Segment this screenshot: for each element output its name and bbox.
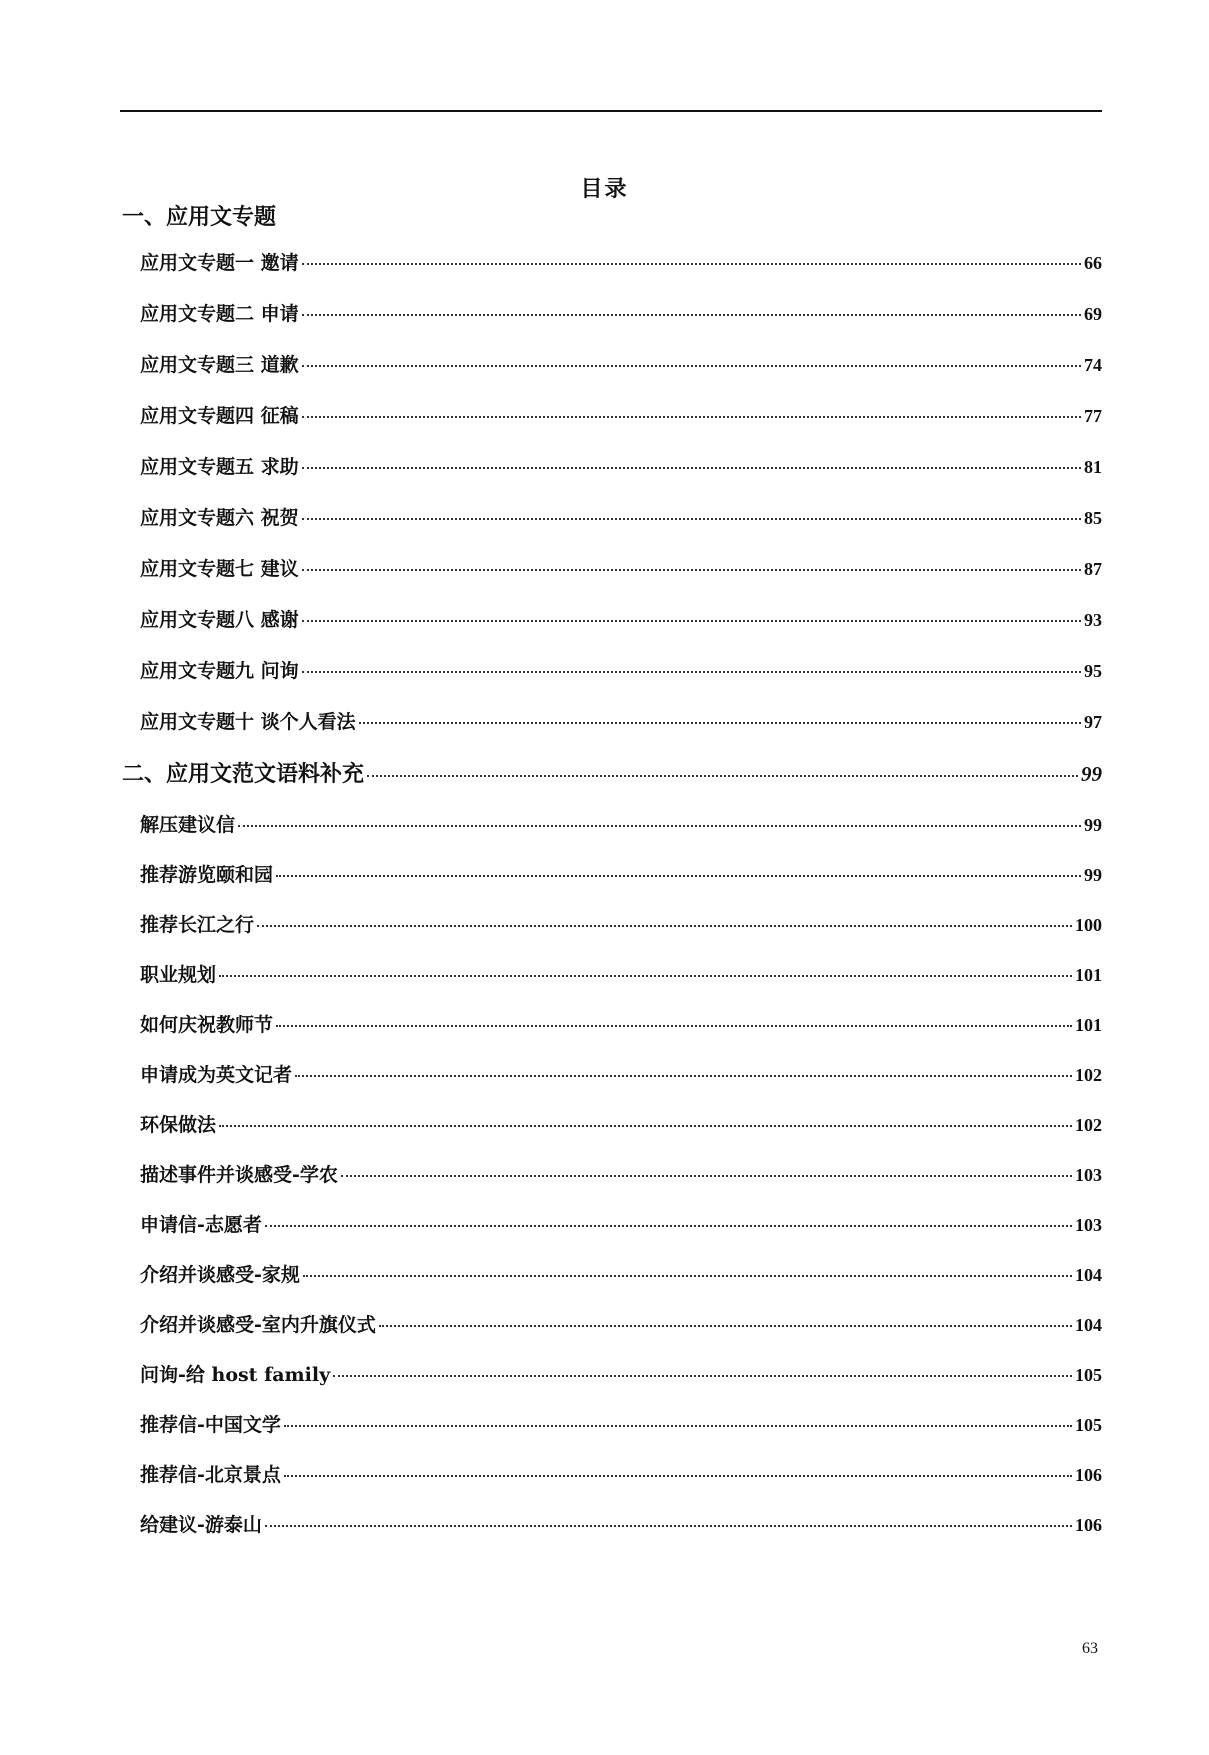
toc-entry-page: 102 <box>1075 1065 1102 1085</box>
toc-entry[interactable] <box>140 1460 1102 1487</box>
dot-leader <box>302 467 1081 469</box>
toc-entry-page: 74 <box>1084 355 1102 375</box>
toc-entry[interactable] <box>140 503 1102 530</box>
toc-entry-page: 100 <box>1075 915 1102 935</box>
page-number: 63 <box>1082 1640 1098 1657</box>
toc-entry[interactable] <box>140 910 1102 937</box>
toc-entry-page: 104 <box>1075 1265 1102 1285</box>
dot-leader <box>265 1225 1072 1227</box>
toc-entry-page: 106 <box>1075 1465 1102 1485</box>
toc-entry-label: 解压建议信 <box>140 814 236 836</box>
toc-entry-page: 103 <box>1075 1215 1102 1235</box>
toc-section-2[interactable] <box>122 757 1102 788</box>
dot-leader <box>295 1075 1072 1077</box>
toc-entry-label: 职业规划 <box>140 964 217 986</box>
toc-entry-label: 如何庆祝教师节 <box>140 1014 274 1036</box>
toc-entry-page: 87 <box>1084 559 1102 579</box>
toc-section-label: 一、应用文专题 <box>122 204 277 230</box>
toc-entry[interactable] <box>140 860 1102 887</box>
toc-entry-page: 103 <box>1075 1165 1102 1185</box>
dot-leader <box>359 722 1081 724</box>
toc-entry-label: 问询-给 host family <box>140 1364 331 1386</box>
toc-entry-label: 介绍并谈感受-室内升旗仪式 <box>140 1314 376 1336</box>
dot-leader <box>265 1525 1072 1527</box>
dot-leader <box>276 875 1081 877</box>
dot-leader <box>379 1325 1072 1327</box>
toc-entry[interactable] <box>140 1310 1102 1337</box>
toc-entry-page: 101 <box>1075 965 1102 985</box>
toc-entry[interactable] <box>140 350 1102 377</box>
toc-entry-label: 应用文专题三 道歉 <box>140 354 299 376</box>
toc-entry[interactable] <box>140 1410 1102 1437</box>
toc-entry-label: 应用文专题八 感谢 <box>140 609 299 631</box>
toc-entry[interactable] <box>140 554 1102 581</box>
toc-entry-label: 应用文专题六 祝贺 <box>140 507 299 529</box>
dot-leader <box>302 671 1081 673</box>
dot-leader <box>284 1475 1072 1477</box>
dot-leader <box>303 1275 1072 1277</box>
toc-entry-page: 101 <box>1075 1015 1102 1035</box>
toc-entry-label: 推荐信-北京景点 <box>140 1464 281 1486</box>
toc-section-label: 二、应用文范文语料补充 <box>122 761 365 787</box>
dot-leader <box>302 314 1081 316</box>
toc-entry-label: 推荐游览颐和园 <box>140 864 274 886</box>
toc-entry-page: 93 <box>1084 610 1102 630</box>
header-rule <box>120 110 1102 112</box>
toc-entry-page: 104 <box>1075 1315 1102 1335</box>
dot-leader <box>302 569 1081 571</box>
toc-entry[interactable] <box>140 960 1102 987</box>
toc-entry[interactable] <box>140 656 1102 683</box>
toc-entry-page: 97 <box>1084 712 1102 732</box>
toc-entry-label: 应用文专题十 谈个人看法 <box>140 711 356 733</box>
toc-section-1[interactable] <box>122 200 276 231</box>
toc-entry-label: 应用文专题九 问询 <box>140 660 299 682</box>
toc-entry[interactable] <box>140 299 1102 326</box>
dot-leader <box>333 1375 1072 1377</box>
toc-entry[interactable] <box>140 810 1102 837</box>
toc-entry[interactable] <box>140 1060 1102 1087</box>
toc-entry-label: 应用文专题二 申请 <box>140 303 299 325</box>
toc-entry-page: 95 <box>1084 661 1102 681</box>
toc-entry[interactable] <box>140 1360 1102 1387</box>
toc-entry-label: 应用文专题五 求助 <box>140 456 299 478</box>
toc-entry-page: 106 <box>1075 1515 1102 1535</box>
dot-leader <box>238 825 1081 827</box>
toc-entry-label: 应用文专题一 邀请 <box>140 252 299 274</box>
toc-entry-label: 应用文专题七 建议 <box>140 558 299 580</box>
toc-entry-page: 69 <box>1084 304 1102 324</box>
toc-entry[interactable] <box>140 1260 1102 1287</box>
toc-entry[interactable] <box>140 452 1102 479</box>
toc-entry-label: 申请成为英文记者 <box>140 1064 293 1086</box>
toc-entry[interactable] <box>140 1010 1102 1037</box>
dot-leader <box>302 620 1081 622</box>
dot-leader <box>302 518 1081 520</box>
toc-entry-label: 介绍并谈感受-家规 <box>140 1264 300 1286</box>
toc-entry-page: 99 <box>1084 865 1102 885</box>
toc-entry-page: 85 <box>1084 508 1102 528</box>
toc-entry[interactable] <box>140 401 1102 428</box>
toc-entry[interactable] <box>140 248 1102 275</box>
dot-leader <box>367 775 1078 777</box>
toc-section-page: 99 <box>1081 762 1102 786</box>
toc-entry-label: 描述事件并谈感受-学农 <box>140 1164 338 1186</box>
toc-entry-label: 推荐信-中国文学 <box>140 1414 281 1436</box>
toc-entry[interactable] <box>140 605 1102 632</box>
toc-entry-label: 申请信-志愿者 <box>140 1214 262 1236</box>
dot-leader <box>302 416 1081 418</box>
toc-entry-page: 105 <box>1075 1365 1102 1385</box>
dot-leader <box>341 1175 1072 1177</box>
dot-leader <box>219 1125 1072 1127</box>
toc-entry[interactable] <box>140 1110 1102 1137</box>
dot-leader <box>276 1025 1072 1027</box>
toc-entry-label: 给建议-游泰山 <box>140 1514 262 1536</box>
toc-entry-page: 105 <box>1075 1415 1102 1435</box>
toc-entry-page: 99 <box>1084 815 1102 835</box>
dot-leader <box>302 263 1081 265</box>
toc-entry-page: 102 <box>1075 1115 1102 1135</box>
dot-leader <box>284 1425 1072 1427</box>
toc-entry-page: 81 <box>1084 457 1102 477</box>
toc-title: 目录 <box>580 176 629 202</box>
toc-entry[interactable] <box>140 1210 1102 1237</box>
toc-entry-label: 环保做法 <box>140 1114 217 1136</box>
dot-leader <box>257 925 1072 927</box>
toc-entry[interactable] <box>140 1160 1102 1187</box>
dot-leader <box>219 975 1072 977</box>
toc-entry-label: 推荐长江之行 <box>140 914 255 936</box>
toc-entry-page: 66 <box>1084 253 1102 273</box>
toc-entry-label: 应用文专题四 征稿 <box>140 405 299 427</box>
dot-leader <box>302 365 1081 367</box>
toc-entry[interactable] <box>140 707 1102 734</box>
toc-entry[interactable] <box>140 1510 1102 1537</box>
toc-entry-page: 77 <box>1084 406 1102 426</box>
